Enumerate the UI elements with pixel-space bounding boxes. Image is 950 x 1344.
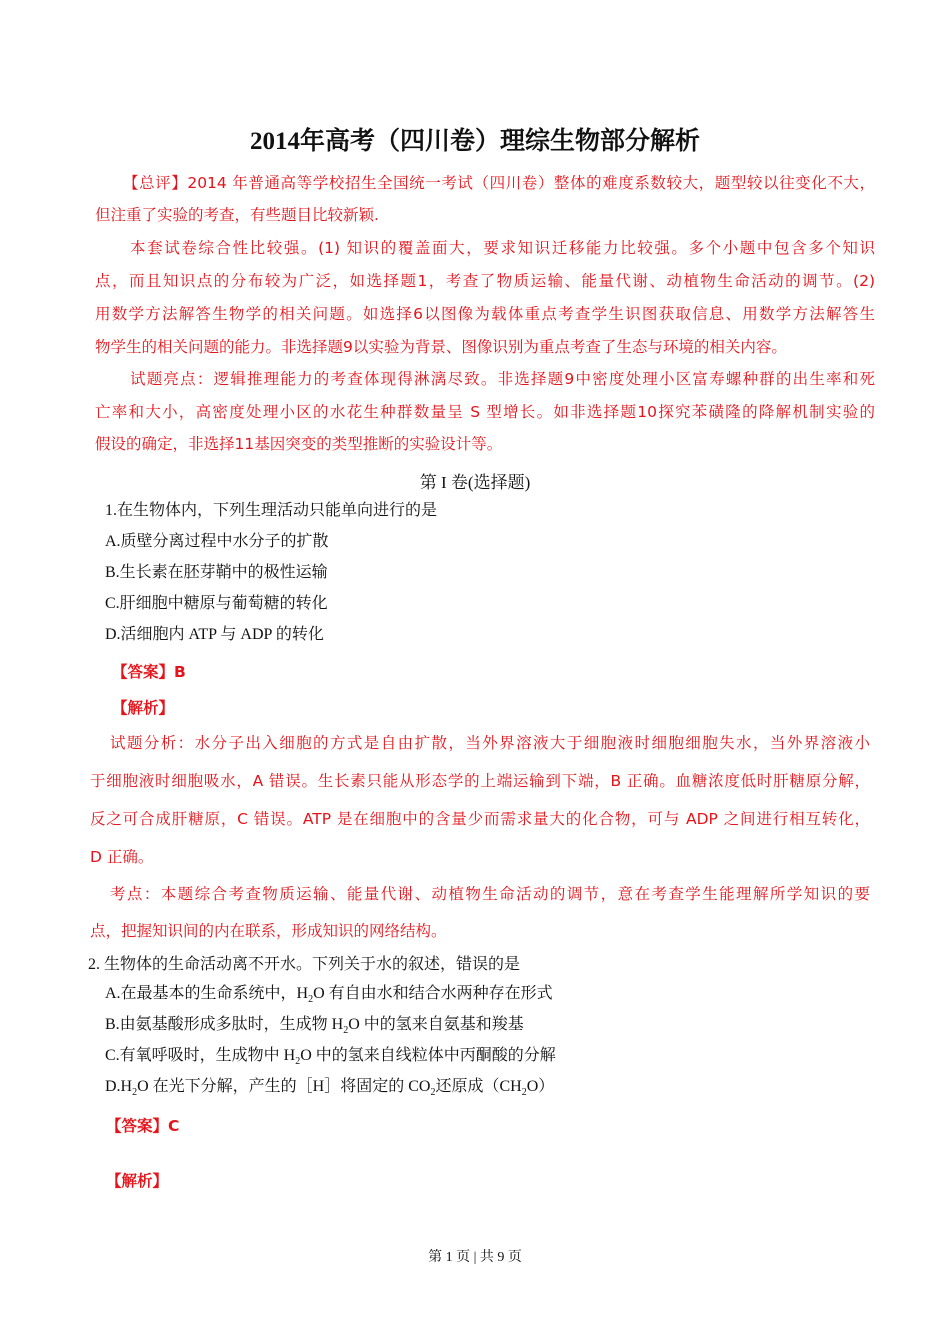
text-line: 2. 生物体的生命活动离不开水。下列关于水的叙述，错误的是 [88, 956, 521, 973]
option-line [105, 1046, 556, 1066]
subscript: 2 [343, 1025, 349, 1037]
q1-answer: 【答案】B [112, 663, 186, 681]
text-line: 点，把握知识间的内在联系，形成知识的网络结构。 [90, 922, 447, 940]
subscript: 2 [132, 1087, 138, 1099]
option-text: O 有自由水和结合水两种存在形式 [313, 985, 553, 1002]
q2-answer: 【答案】C [106, 1117, 180, 1135]
text-line: D 正确。 [90, 848, 154, 866]
q2-analysis-label: 【解析】 [106, 1172, 169, 1190]
option-text: O 在光下分解，产生的［H］将固定的 CO [137, 1078, 431, 1095]
text-line: 假设的确定，非选择11基因突变的类型推断的实验设计等。 [95, 435, 503, 453]
text-line: B.生长素在胚芽鞘中的极性运输 [105, 564, 328, 581]
subscript: 2 [430, 1087, 436, 1099]
option-text: O 中的氢来自氨基和羧基 [348, 1016, 524, 1033]
text-line: 点，而且知识点的分布较为广泛，如选择题1，考查了物质运输、能量代谢、动植物生命活动的调节。(2) [95, 272, 875, 290]
text-line: 1.在生物体内，下列生理活动只能单向进行的是 [105, 502, 438, 519]
section-heading: 第 I 卷(选择题) [419, 473, 531, 492]
option-line [105, 984, 553, 1004]
page-footer: 第 1 页 | 共 9 页 [428, 1250, 522, 1265]
option-text: O 中的氢来自线粒体中丙酮酸的分解 [300, 1047, 556, 1064]
option-line [105, 1015, 524, 1035]
text-line: 物学生的相关问题的能力。非选择题9以实验为背景、图像识别为重点考查了生态与环境的相关内容。 [95, 338, 787, 356]
option-text: A.在最基本的生命系统中，H [105, 985, 309, 1002]
text-line: 【总评】2014 年普通高等学校招生全国统一考试（四川卷）整体的难度系数较大，题型较以往变化不大， [123, 174, 875, 192]
option-text: 还原成（CH [435, 1078, 522, 1095]
text-line: 但注重了实验的考查，有些题目比较新颖. [95, 206, 379, 224]
subscript: 2 [521, 1087, 527, 1099]
text-line: 试题分析：水分子出入细胞的方式是自由扩散，当外界溶液大于细胞液时细胞细胞失水，当外界溶液小 [110, 734, 870, 752]
text-line: 反之可合成肝糖原，C 错误。ATP 是在细胞中的含量少而需求量大的化合物，可与 ADP 之间进行相互转化， [90, 810, 870, 828]
subscript: 2 [295, 1056, 301, 1068]
document-title: 2014年高考（四川卷）理综生物部分解析 [249, 128, 700, 155]
text-line: 亡率和大小，高密度处理小区的水花生种群数量呈 S 型增长。如非选择题10探究苯磺隆的降解机制实验的 [95, 403, 875, 421]
q1-analysis-label: 【解析】 [112, 699, 175, 717]
option-text: O） [526, 1078, 555, 1095]
text-line: D.活细胞内 ATP 与 ADP 的转化 [105, 626, 324, 643]
text-line: 试题亮点：逻辑推理能力的考查体现得淋漓尽致。非选择题9中密度处理小区富寿螺种群的出生率和死 [130, 370, 875, 388]
text-line: C.肝细胞中糖原与葡萄糖的转化 [105, 595, 328, 612]
text-line: A.质壁分离过程中水分子的扩散 [105, 533, 329, 550]
text-line: 本套试卷综合性比较强。(1) 知识的覆盖面大，要求知识迁移能力比较强。多个小题中包含多个知识 [130, 239, 875, 257]
option-text: D.H [105, 1078, 133, 1095]
text-line: 考点：本题综合考查物质运输、能量代谢、动植物生命活动的调节，意在考查学生能理解所学知识的要 [110, 885, 870, 903]
option-line [105, 1077, 554, 1097]
text-line: 于细胞液时细胞吸水，A 错误。生长素只能从形态学的上端运输到下端，B 正确。血糖浓度低时肝糖原分解， [90, 772, 870, 790]
option-text: C.有氧呼吸时，生成物中 H [105, 1047, 296, 1064]
option-text: B.由氨基酸形成多肽时，生成物 H [105, 1016, 344, 1033]
subscript: 2 [308, 994, 314, 1006]
text-line: 用数学方法解答生物学的相关问题。如选择6以图像为载体重点考查学生识图获取信息、用数学方法解答生 [95, 305, 875, 323]
